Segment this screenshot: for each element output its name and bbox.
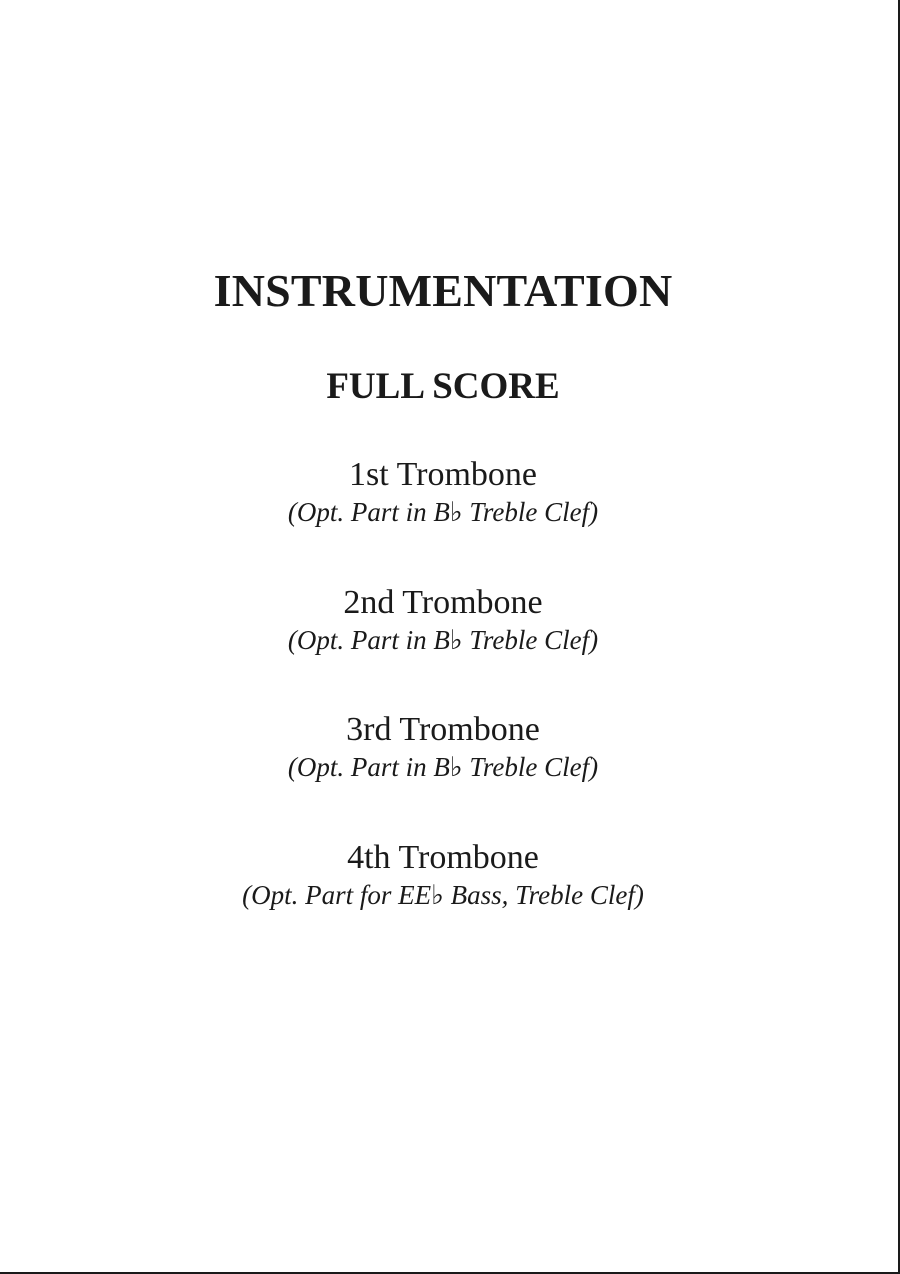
instrument-note: (Opt. Part in B♭ Treble Clef) [287,497,599,527]
instrument-note: (Opt. Part in B♭ Treble Clef) [287,625,599,655]
instrument-entry [0,838,886,912]
instrument-note: (Opt. Part in B♭ Treble Clef) [287,752,599,782]
instrument-name: 4th Trombone [347,839,539,876]
instrument-entry [0,710,886,784]
instrument-entry [0,455,886,529]
page-title: INSTRUMENTATION [213,265,673,316]
instrument-name: 1st Trombone [349,456,537,493]
instrument-name: 2nd Trombone [343,584,543,621]
instrument-entry [0,583,886,657]
instrument-name: 3rd Trombone [346,711,540,748]
page-subtitle: FULL SCORE [326,366,560,407]
instrument-note: (Opt. Part for EE♭ Bass, Treble Clef) [242,880,644,910]
